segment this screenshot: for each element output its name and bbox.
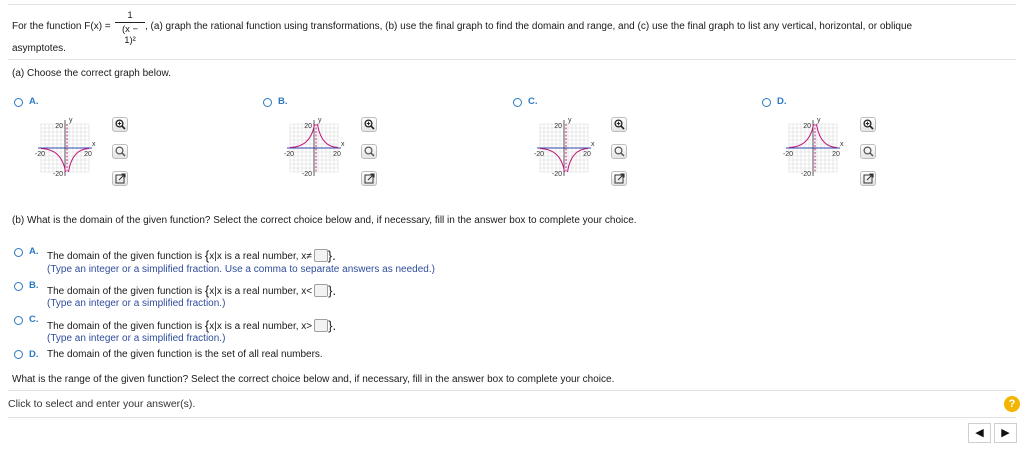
popout-icon[interactable]	[860, 171, 876, 186]
zoom-out-icon[interactable]	[361, 144, 377, 159]
y-min-tick-label: -20	[301, 171, 312, 178]
x-max-tick-label: 20	[84, 151, 92, 158]
set-open-brace: {	[204, 248, 210, 263]
status-text: Click to select and enter your answer(s).	[8, 398, 196, 410]
zoom-in-icon[interactable]	[860, 117, 876, 132]
y-max-tick-label: 20	[304, 123, 312, 130]
zoom-in-icon[interactable]	[611, 117, 627, 132]
top-divider	[8, 4, 1016, 5]
graph-option-b-letter[interactable]: B.	[278, 96, 288, 107]
x-min-tick-label: -20	[34, 151, 46, 158]
y-axis-label: y	[318, 117, 322, 124]
fraction-numerator: 1	[127, 10, 133, 21]
x-min-tick-label: -20	[283, 151, 295, 158]
question-line2: asymptotes.	[12, 43, 66, 54]
graph-option-b-radio[interactable]	[263, 98, 272, 107]
y-axis-label: y	[817, 117, 821, 124]
y-min-tick-label: -20	[551, 171, 562, 178]
domain-option-b-radio[interactable]	[14, 282, 23, 291]
domain-option-a-text[interactable]	[47, 248, 336, 263]
domain-option-a-label: The domain of the given function is	[47, 251, 203, 262]
popout-icon[interactable]	[361, 171, 377, 186]
y-max-tick-label: 20	[803, 123, 811, 130]
popout-icon[interactable]	[112, 171, 128, 186]
set-open-brace: {	[204, 283, 210, 298]
x-axis-label: x	[92, 141, 96, 148]
x-axis-label: x	[591, 141, 595, 148]
graph-option-d-letter[interactable]: D.	[777, 96, 787, 107]
domain-option-b-label: The domain of the given function is	[47, 286, 203, 297]
x-max-tick-label: 20	[832, 151, 840, 158]
graph-option-a-radio[interactable]	[14, 98, 23, 107]
zoom-in-icon[interactable]	[361, 117, 377, 132]
set-close-brace: }.	[327, 248, 336, 263]
zoom-out-icon[interactable]	[112, 144, 128, 159]
domain-option-d-letter[interactable]: D.	[29, 349, 39, 360]
zoom-in-icon[interactable]	[112, 117, 128, 132]
fraction-denominator: (x − 1)²	[121, 24, 139, 46]
set-close-brace: }.	[328, 283, 337, 298]
domain-option-a-letter[interactable]: A.	[29, 246, 39, 257]
next-button[interactable]: ▶	[994, 423, 1017, 443]
graph-option-c-radio[interactable]	[513, 98, 522, 107]
graph-option-a-plot	[26, 114, 106, 184]
zoom-out-icon[interactable]	[860, 144, 876, 159]
y-max-tick-label: 20	[554, 123, 562, 130]
divider	[8, 59, 1016, 60]
domain-option-b-letter[interactable]: B.	[29, 280, 39, 291]
part-a-prompt: (a) Choose the correct graph below.	[12, 68, 171, 79]
x-min-tick-label: -20	[533, 151, 545, 158]
y-axis-label: y	[568, 117, 572, 124]
set-open-brace: {	[204, 318, 210, 333]
domain-option-c-radio[interactable]	[14, 316, 23, 325]
graph-option-d-radio[interactable]	[762, 98, 771, 107]
footer-divider-2	[8, 417, 1016, 418]
graph-option-b-plot	[275, 114, 355, 184]
domain-option-c-text[interactable]	[47, 318, 336, 333]
domain-option-b-set: x|x is a real number, x<	[209, 286, 313, 297]
y-axis-label: y	[69, 117, 73, 124]
domain-option-c-set: x|x is a real number, x>	[209, 321, 313, 332]
x-axis-label: x	[840, 141, 844, 148]
part-b-prompt: (b) What is the domain of the given function? Select the correct choice below and, if necessary, fill in the answer box to complete your choice.	[12, 215, 637, 226]
fraction-bar	[115, 22, 145, 23]
domain-option-c-letter[interactable]: C.	[29, 314, 39, 325]
range-prompt: What is the range of the given function? Select the correct choice below and, if necessary, fill in the answer box to complete your choice.	[12, 374, 615, 385]
x-min-tick-label: -20	[782, 151, 794, 158]
graph-option-a-letter[interactable]: A.	[29, 96, 39, 107]
previous-button[interactable]: ◀	[968, 423, 991, 443]
domain-a-answer-box[interactable]	[314, 249, 328, 262]
domain-option-a-set: x|x is a real number, x≠	[209, 251, 312, 262]
y-min-tick-label: -20	[52, 171, 63, 178]
domain-option-c-hint: (Type an integer or a simplified fraction.)	[47, 333, 226, 344]
x-max-tick-label: 20	[583, 151, 591, 158]
y-max-tick-label: 20	[55, 123, 63, 130]
x-max-tick-label: 20	[333, 151, 341, 158]
set-close-brace: }.	[328, 318, 337, 333]
footer-divider	[8, 390, 1016, 391]
graph-option-c-letter[interactable]: C.	[528, 96, 538, 107]
domain-option-d-text[interactable]: The domain of the given function is the set of all real numbers.	[47, 349, 323, 360]
domain-option-d-radio[interactable]	[14, 350, 23, 359]
domain-c-answer-box[interactable]	[314, 319, 328, 332]
help-button[interactable]: ?	[1004, 396, 1020, 412]
domain-option-a-hint: (Type an integer or a simplified fraction. Use a comma to separate answers as needed.)	[47, 264, 435, 275]
domain-option-c-label: The domain of the given function is	[47, 321, 203, 332]
function-fraction	[115, 11, 145, 46]
domain-option-b-text[interactable]	[47, 283, 336, 298]
question-prefix: For the function F(x) =	[12, 21, 111, 32]
domain-option-a-radio[interactable]	[14, 248, 23, 257]
domain-b-answer-box[interactable]	[314, 284, 328, 297]
question-text: , (a) graph the rational function using transformations, (b) use the final graph to find the domain and range, and (c) use the final graph to list any vertical, horizontal, or oblique	[145, 21, 913, 32]
graph-option-d-plot	[774, 114, 854, 184]
y-min-tick-label: -20	[800, 171, 811, 178]
zoom-out-icon[interactable]	[611, 144, 627, 159]
popout-icon[interactable]	[611, 171, 627, 186]
x-axis-label: x	[341, 141, 345, 148]
domain-option-b-hint: (Type an integer or a simplified fraction.)	[47, 298, 226, 309]
graph-option-c-plot	[525, 114, 605, 184]
